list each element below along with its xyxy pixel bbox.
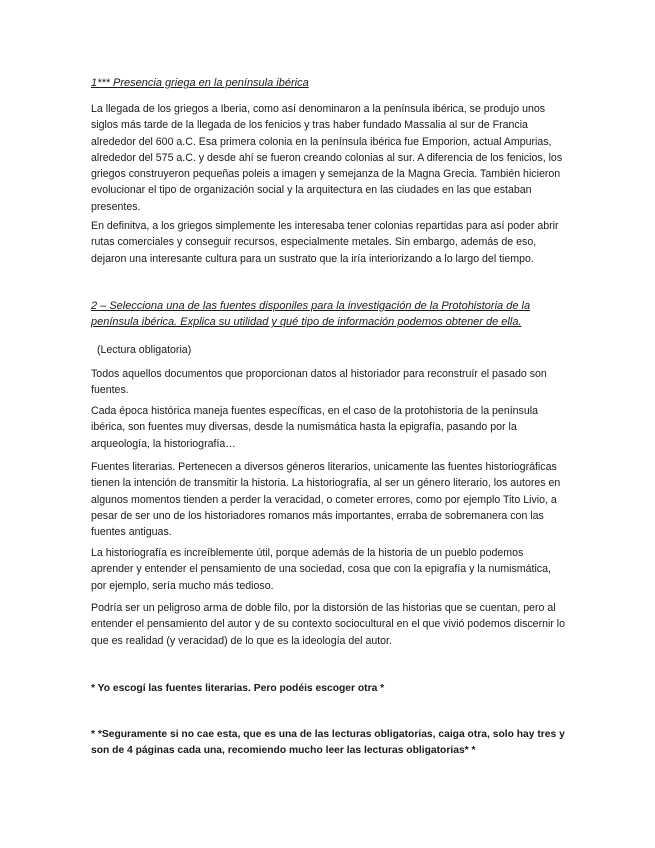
section-2-paragraph-2: Cada época histórica maneja fuentes específicas, en el caso de la protohistoria de la península ibérica, son fuentes muy diversas, desde la numismática hasta la epigrafía, pasando por la arqueología, la historiografía… bbox=[91, 405, 538, 450]
section-2-subheading: (Lectura obligatoria) bbox=[97, 344, 192, 356]
section-2-paragraph-3: Fuentes literarias. Pertenecen a diversos géneros literarios, unicamente las fuentes historiográficas tienen la intención de transmitir la historia. La historiografía, al ser un género literario, los autores en algunos momentos tienden a perder la veracidad, o cometer errores, como por ejemplo Tito Livio, a pesar de ser uno de los historiadores romanos más importantes, erraba de sobremanera con las fuentes antiguas. bbox=[91, 461, 561, 539]
section-2-paragraph-4: La historiografía es increíblemente útil, porque además de la historia de un pueblo podemos aprender y entender el pensamiento de una sociedad, cosa que con la epigrafía y la numismática, por ejemplo, sería mucho más tedioso. bbox=[91, 547, 551, 592]
section-1-heading: 1*** Presencia griega en la península ibérica bbox=[91, 77, 309, 89]
section-2-paragraph-5: Podría ser un peligroso arma de doble filo, por la distorsión de las historias que se cuentan, pero al entender el pensamiento del autor y de su contexto sociocultural en el que vivió podemos discernir lo que es realidad (y veracidad) de lo que es la ideología del autor. bbox=[91, 602, 566, 647]
note-2: * *Seguramente si no cae esta, que es una de las lecturas obligatorias, caiga otra, solo hay tres y son de 4 páginas cada una, recomiendo mucho leer las lecturas obligatorias* * bbox=[91, 729, 565, 757]
section-1-paragraph-2: En definitva, a los griegos simplemente les interesaba tener colonias repartidas para así poder abrir rutas comerciales y conseguir recursos, especialmente metales. Sin embargo, además de eso, dejaron una interesante cultura para un sustrato que la iría interiorizando a lo largo del tiempo. bbox=[91, 220, 559, 265]
section-2-paragraph-1: Todos aquellos documentos que proporcionan datos al historiador para reconstruír el pasado son fuentes. bbox=[91, 368, 547, 397]
section-1-paragraph-1: La llegada de los griegos a Iberia, como así denominaron a la península ibérica, se produjo unos siglos más tarde de la llegada de los fenicios y tras haber fundado Massalia al sur de Francia alrededor del 600 a.C. Esa primera colonia en la península ibérica fue Emporion, actual Ampurias, alrededor del 575 a.C. y desde ahí se fueron creando colonias al sur. A diferencia de los fenicios, los griegos construyeron pequeñas poleis a imagen y semejanza de la Magna Grecia. También hicieron evolucionar el tipo de organización social y la arquitectura en las ciudades en las que estaban presentes. bbox=[91, 103, 563, 213]
note-1: * Yo escogí las fuentes literarias. Pero podéis escoger otra * bbox=[91, 683, 385, 694]
section-2-heading: 2 – Selecciona una de las fuentes disponiles para la investigación de la Protohistoria de la península ibérica. Explica su utilidad y qué tipo de información podemos obtener de ella. bbox=[91, 300, 531, 329]
